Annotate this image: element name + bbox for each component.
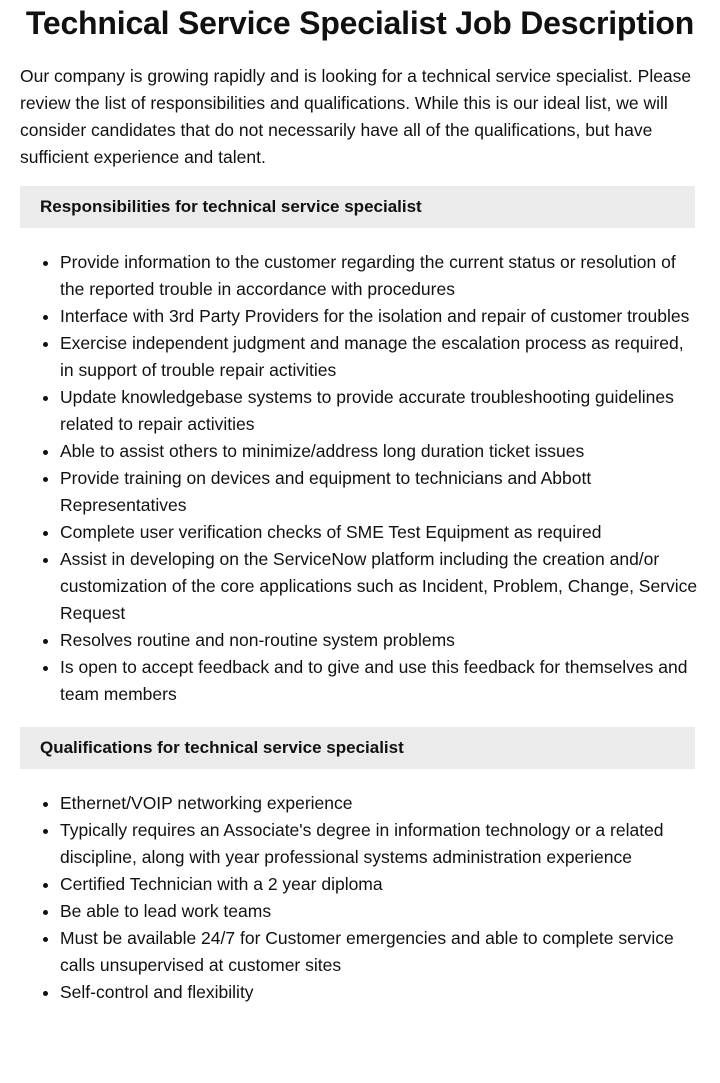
list-item: • Certified Technician with a 2 year diploma — [60, 871, 700, 898]
list-item: • Self-control and flexibility — [60, 979, 700, 1006]
list-item: • Able to assist others to minimize/address long duration ticket issues — [60, 438, 700, 465]
list-item: • Complete user verification checks of SME Test Equipment as required — [60, 519, 700, 546]
responsibilities-heading: Responsibilities for technical service specialist — [20, 186, 695, 228]
list-item: • Assist in developing on the ServiceNow platform including the creation and/or customization of the core applications such as Incident, Problem, Change, Service Request — [60, 546, 700, 627]
intro-paragraph: Our company is growing rapidly and is looking for a technical service specialist. Please review the list of responsibilities and qualifications. While this is our ideal list, we will consider candidates that do not necessarily have all of the qualifications, but have sufficient experience and talent. — [20, 66, 692, 167]
list-item: • Exercise independent judgment and manage the escalation process as required, in support of trouble repair activities — [60, 330, 700, 384]
list-item: • Be able to lead work teams — [60, 898, 700, 925]
list-item: • Typically requires an Associate's degree in information technology or a related discipline, along with year professional systems administration experience — [60, 817, 700, 871]
page-title: Technical Service Specialist Job Description — [25, 5, 695, 41]
list-item: • Provide training on devices and equipment to technicians and Abbott Representatives — [60, 465, 700, 519]
list-item: • Update knowledgebase systems to provide accurate troubleshooting guidelines related to repair activities — [60, 384, 700, 438]
list-item: • Provide information to the customer regarding the current status or resolution of the reported trouble in accordance with procedures — [60, 249, 700, 303]
qualifications-list — [20, 790, 700, 1006]
list-item: • Is open to accept feedback and to give and use this feedback for themselves and team members — [60, 654, 700, 708]
responsibilities-list — [20, 249, 700, 708]
list-item: • Resolves routine and non-routine system problems — [60, 627, 700, 654]
list-item: • Interface with 3rd Party Providers for the isolation and repair of customer troubles — [60, 303, 700, 330]
list-item: • Must be available 24/7 for Customer emergencies and able to complete service calls unsupervised at customer sites — [60, 925, 700, 979]
list-item: • Ethernet/VOIP networking experience — [60, 790, 700, 817]
qualifications-heading: Qualifications for technical service specialist — [20, 727, 695, 769]
